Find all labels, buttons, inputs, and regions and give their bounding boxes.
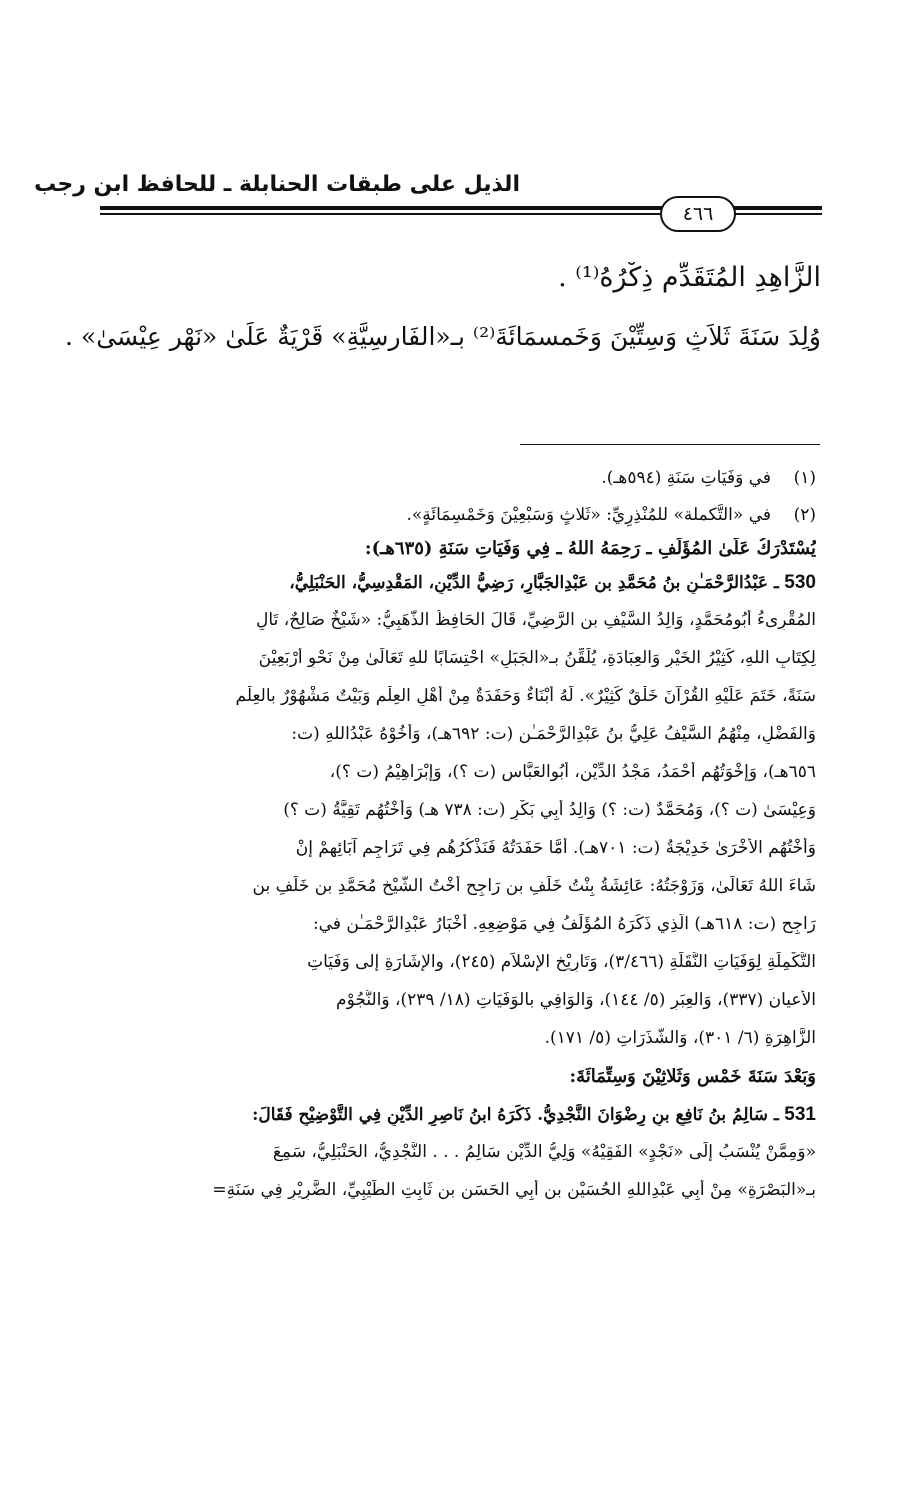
footnote-number-2: (٢) [793,505,816,525]
year-heading: وَبَعْدَ سَنَةَ خَمْسٍ وَثَلاثِيْنَ وَسِتِّمَائَةَ: [569,1066,816,1087]
page-number-badge: ٤٦٦ [660,196,736,232]
entry-531-name: ـ سَالِمُ بنُ نَافِعِ بنِ رِضْوَانَ النَّجْدِيُّ. ذَكَرَهُ ابنُ نَاصِرِ الدِّيْنِ فِي التَّوْضِيْحِ فَقَالَ: [252,1105,779,1125]
entry-530-line-5: وَالفَضْلِ، مِنْهُمُ السَّيْفُ عَلِيُّ بنُ عَبْدِالرَّحْمَـٰنِ (ت: ٦٩٢هـ)، وَأَخُوْهُ عَبْدُاللهِ (ت: [291,724,816,744]
entry-530-line-7: وَعِيْسَىٰ (ت ؟)، وَمُحَمَّدٌ (ت: ؟) وَالِدُ أَبِي بَكْرٍ (ت: ٧٣٨ هـ) وَأُخْتُهُم تَقِيَّةُ (ت ؟) [283,800,816,820]
entry-530-line-1 [289,572,816,594]
entry-530-line-8: وَأُخْتُهُم الأُخْرَىٰ خَدِيْجَةُ (ت: ٧٠١هـ). أَمَّا حَفَدَتُهُ فَنَذْكُرُهُم فِي تَرَاجِمِ آبَائِهِمْ إِنْ [295,838,816,858]
addendum-heading: يُسْتَدْرَكُ عَلَىٰ المُؤَلِّفِ ـ رَحِمَهُ اللهُ ـ فِي وَفَيَاتِ سَنَةِ (٦٣٥هـ): [364,538,816,559]
entry-530-line-3: لِكِتَابِ اللهِ، كَثِيْرُ الخَيْرِ وَالعِبَادَةِ، يُلَقِّنُ بـ«الجَبَلِ» احْتِسَابًا للهِ تَعَالَىٰ مِنْ نَحْوِ أَرْبَعِيْنَ [258,648,816,668]
entry-530-line-2: المُقْرِىءُ أَبُومُحَمَّدٍ، وَالِدُ السَّيْفِ بنِ الرَّضِيِّ، قَالَ الحَافِظُ الذَّهَبِيُّ: «شَيْخٌ صَالِحٌ، تَالٍ [256,610,816,630]
entry-531-line-2: «وَمِمَّنْ يُنْسَبُ إِلَى «نَجْدٍ» الفَقِيْهُ» وَلِيُّ الدِّيْنِ سَالِمُ . . . النَّجْدِيُّ، الحَنْبَلِيُّ، سَمِعَ [272,1142,816,1162]
main-text-line-2: وُلِدَ سَنَةَ ثَلاَثٍ وَسِتِّيْنَ وَخَمسمَائَةَ⁽²⁾ بـ«الفَارِسِيَّةِ» قَرْيَةٌ عَلَىٰ «نَهْرِ عِيْسَىٰ» . [65,322,821,351]
main-text-line-1: الزَّاهِدِ المُتَقَدِّمِ ذِكْرُهُ⁽¹⁾ . [558,262,821,293]
footnote-text-2: في «التَّكملة» للمُنْذِرِيِّ: «ثَلاثٍ وَسَبْعِيْنَ وَخَمْسِمَائَةٍ». [406,505,771,525]
entry-531-number: 531 [784,1104,816,1125]
running-header-title: الذيل على طبقات الحنابلة ـ للحافظ ابن رجب [34,172,520,197]
entry-530-line-11: التَّكْمِلَةِ لِوَفَيَاتِ النَّقَلَةِ (٣/٤٦٦)، وَتَارِيْخِ الإِسْلاَمِ (٢٤٥)، والإِشَارَةِ إِلى وَفَيَاتِ [307,952,816,972]
entry-530-line-12: الأعيان (٣٣٧)، وَالعِبَرِ (٥/ ١٤٤)، وَالوَافِي بالوَفَيَاتِ (١٨/ ٢٣٩)، وَالنُّجُوْمِ [336,990,816,1010]
entry-531-line-3: بـ«البَصْرَةِ» مِنْ أَبِي عَبْدِاللهِ الحُسَيْنِ بنِ أَبِي الحَسَنِ بنِ ثَابِتِ الطِّيْبِيِّ، الضَّرِيْرِ فِي سَنَةِ= [212,1180,816,1200]
entry-530-line-13: الزَّاهِرَةِ (٦/ ٣٠١)، وَالشَّذَرَاتِ (٥/ ١٧١). [544,1028,816,1048]
entry-530-name: ـ عَبْدُالرَّحْمَـٰنِ بنُ مُحَمَّدِ بن عَبْدِالجَبَّارِ، رَضِيُّ الدِّيْنِ، المَقْدِسِيُّ، الحَنْبَلِيُّ، [289,573,779,593]
entry-530-line-10: رَاجِحٍ (ت: ٦١٨هـ) الَّذِي ذَكَرَهُ المُؤَلِّفُ فِي مَوْضِعِهِ. أَخْبَارُ عَبْدِالرَّحْمَـٰنِ في: [312,914,816,934]
footnote-separator [520,444,820,445]
footnote-number-1: (١) [793,468,816,488]
entry-530-line-6: ٦٥٦هـ)، وَإِخْوَتُهُم أَحْمَدُ، مَجْدُ الدِّيْنِ، أَبُوالعَبَّاسِ (ت ؟)، وَإِبْرَاهِيْمُ (ت ؟)، [329,762,816,782]
entry-530-number: 530 [784,572,816,593]
entry-530-line-9: شَاءَ اللهُ تَعَالَىٰ، وَزَوْجَتُهُ: عَائِشَةُ بِنْتُ خَلَفِ بنِ رَاجِحٍ أُخْتُ الشَّيْخِ مُحَمَّدِ بنِ خَلَفِ بنِ [252,876,816,896]
footnote-text-1: في وَفَيَاتِ سَنَةِ (٥٩٤هـ). [601,468,771,488]
entry-530-line-4: سَنَةً، خَتَمَ عَلَيْهِ القُرْآنَ خَلْقٌ كَثِيْرٌ». لَهُ أَبْنَاءٌ وَحَفَدَةٌ مِنْ أَهْلِ العِلْمِ وَبَيْتٌ مَشْهُوْرٌ بالعِلْمِ [235,686,816,706]
entry-531-line-1 [252,1104,816,1126]
